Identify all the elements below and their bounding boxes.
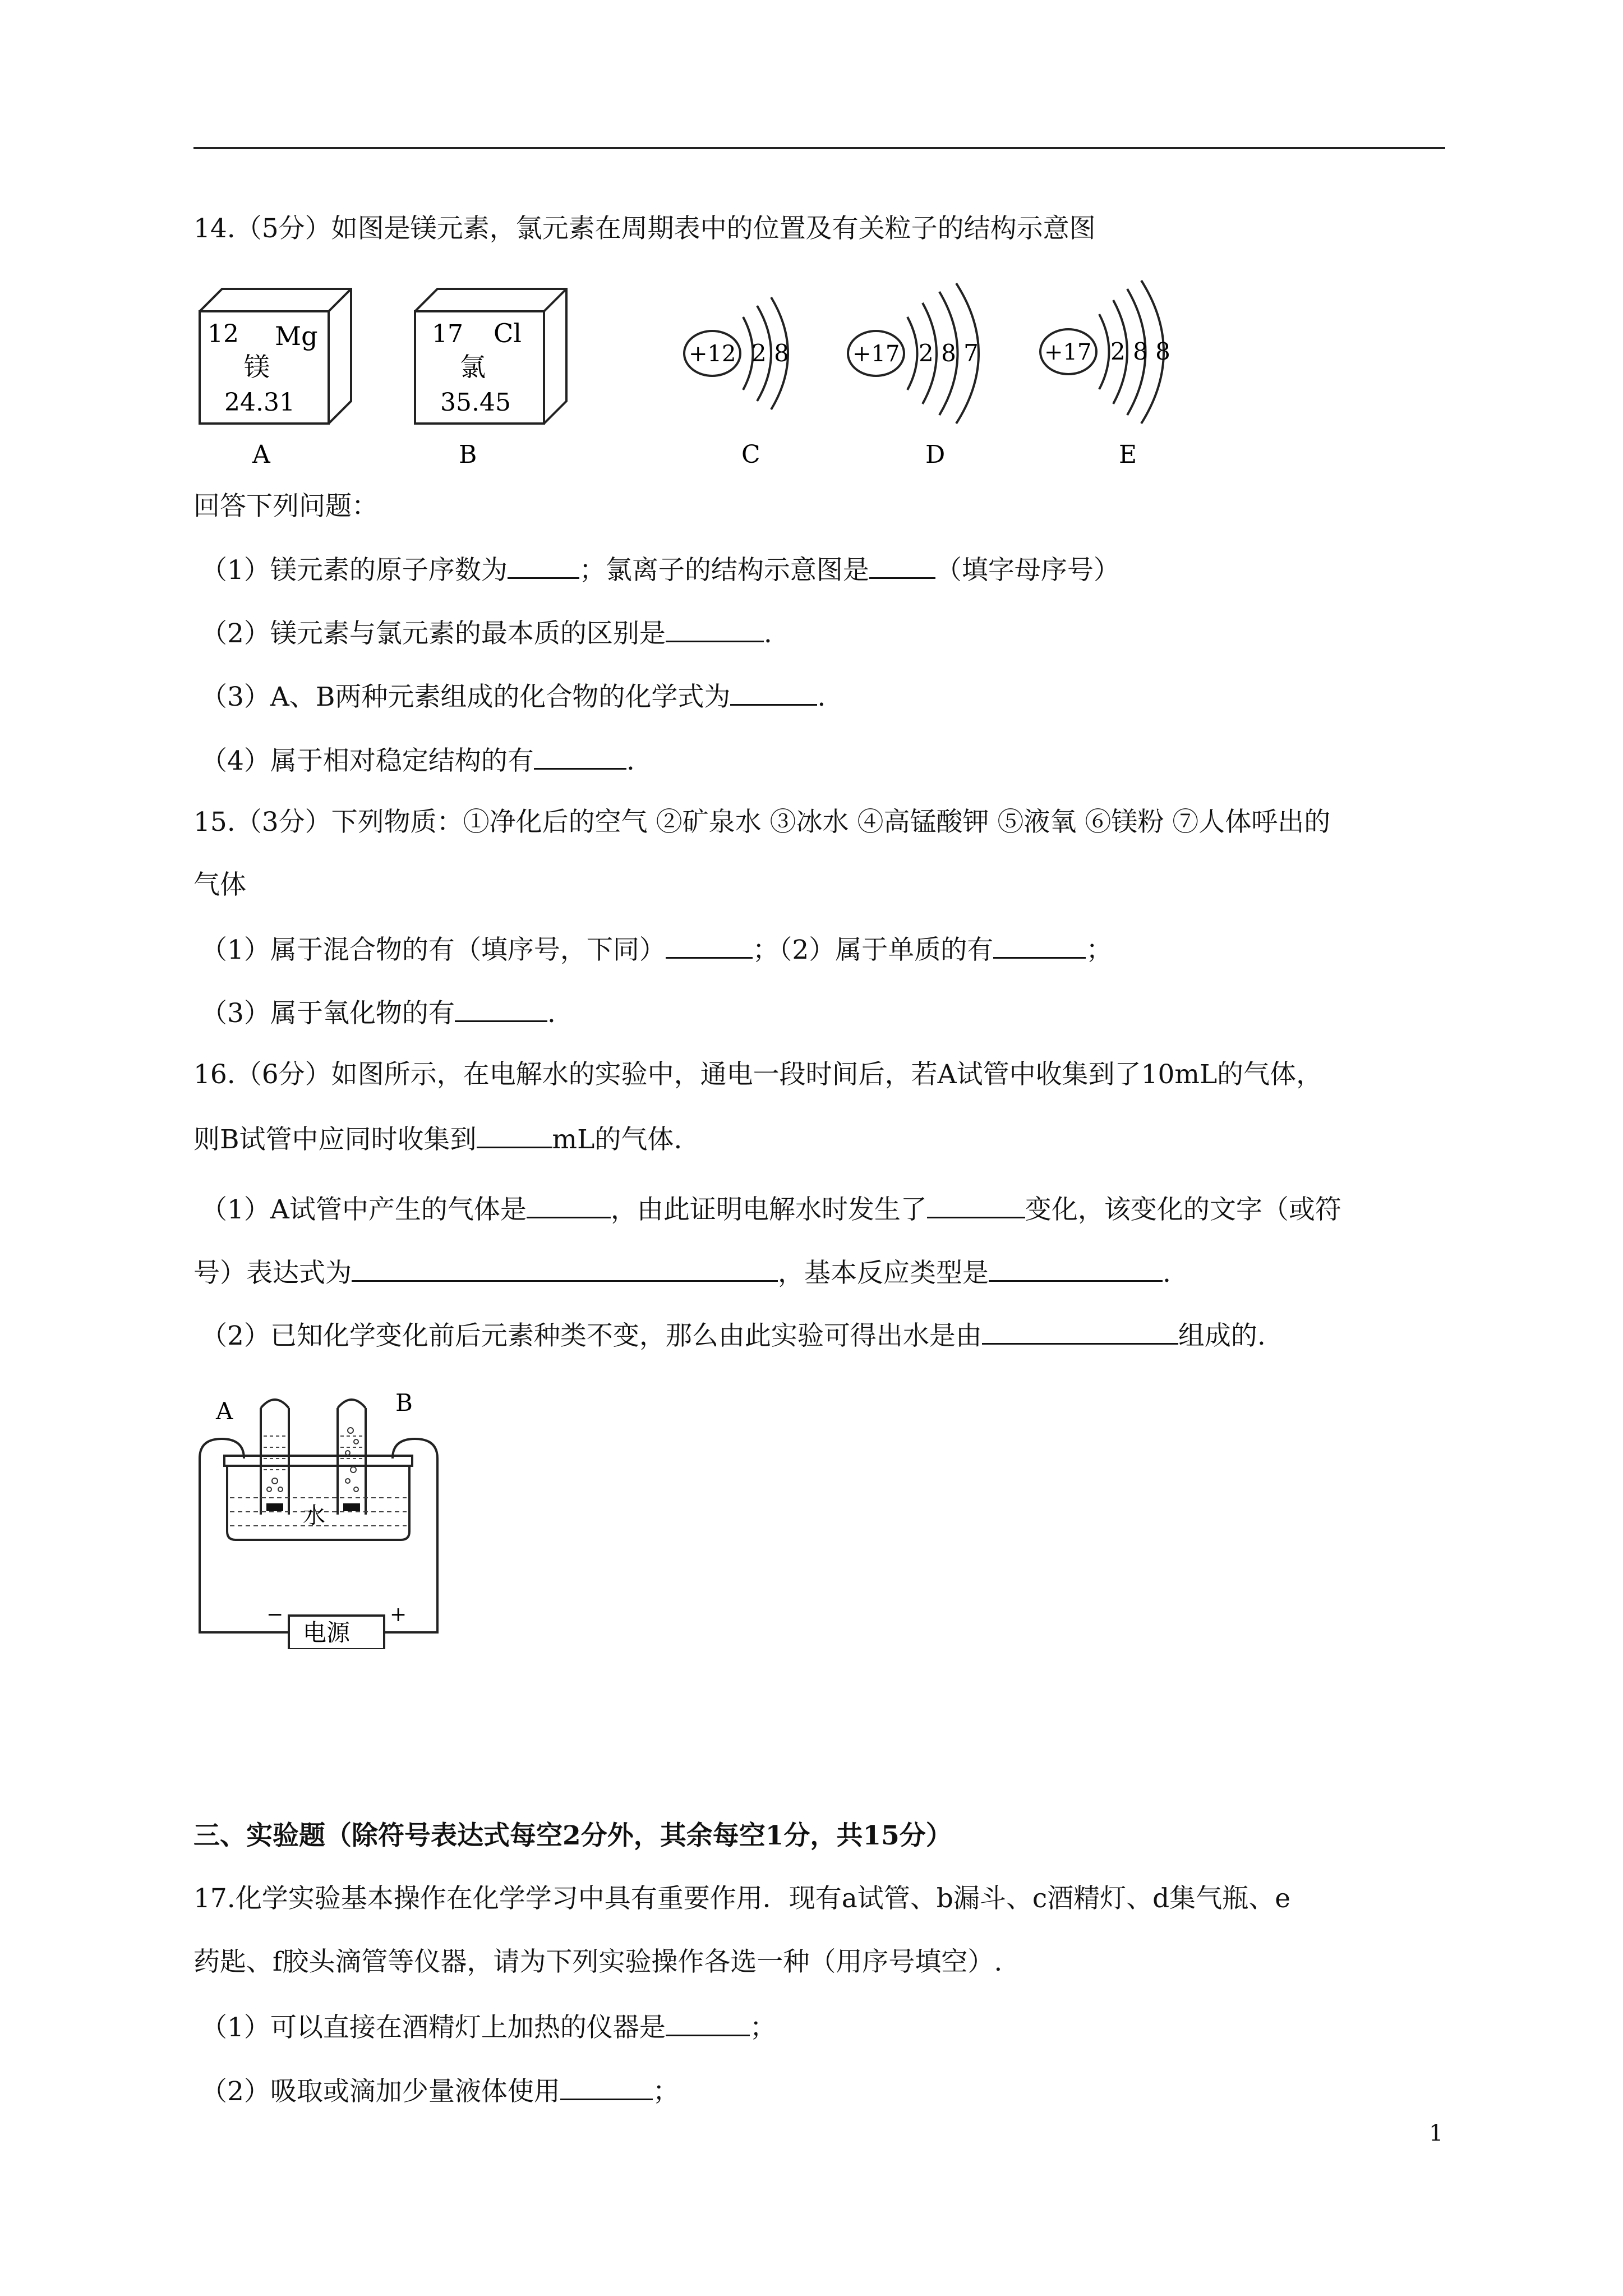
q15-part3: （3）属于氧化物的有 . (201, 996, 556, 1029)
electrolysis-figure (191, 1386, 454, 1649)
water-label: 水 (303, 1503, 325, 1529)
mg-name: 镁 (244, 352, 270, 382)
q14-part1: （1）镁元素的原子序数为 ；氯离子的结构示意图是 （填字母序号） (201, 553, 1120, 586)
answer-blank[interactable] (666, 616, 764, 642)
header-rule (193, 147, 1445, 149)
label-e: E (1119, 440, 1137, 469)
answer-blank[interactable] (527, 1192, 611, 1218)
q14-part4: （4）属于相对稳定结构的有 . (201, 743, 635, 777)
q16-part1-a: （1）A试管中产生的气体是 ，由此证明电解水时发生了 变化，该变化的文字（或符 (201, 1192, 1341, 1226)
answer-blank[interactable] (730, 679, 817, 706)
answer-blank[interactable] (666, 2010, 750, 2036)
tube-b-label: B (395, 1389, 413, 1416)
label-a: A (252, 440, 270, 469)
q14-part3: （3）A、B两种元素组成的化合物的化学式为 . (201, 679, 826, 713)
mg-mass: 24.31 (224, 388, 295, 417)
label-d: D (925, 440, 946, 469)
answer-blank[interactable] (982, 1318, 1178, 1345)
answer-blank[interactable] (560, 2074, 653, 2100)
q15-title-line1: 15.（3分）下列物质：①净化后的空气 ②矿泉水 ③冰水 ④高锰酸钾 ⑤液氧 ⑥镁粉 ⑦人体呼出的 (193, 807, 1331, 838)
q16-part2: （2）已知化学变化前后元素种类不变，那么由此实验可得出水是由 组成的. (201, 1318, 1266, 1352)
power-label: 电源 (303, 1619, 351, 1646)
answer-blank[interactable] (455, 996, 547, 1022)
answer-blank[interactable] (508, 553, 579, 579)
answer-blank[interactable] (352, 1255, 778, 1282)
answer-blank[interactable] (666, 932, 753, 959)
atom-e-shells: 2 8 8 (1110, 338, 1170, 365)
q17-part1: （1）可以直接在酒精灯上加热的仪器是 ； (201, 2010, 776, 2044)
answer-blank[interactable] (477, 1122, 552, 1148)
q14-title: 14.（5分）如图是镁元素，氯元素在周期表中的位置及有关粒子的结构示意图 (193, 213, 1096, 244)
q14-part2: （2）镁元素与氯元素的最本质的区别是 . (201, 616, 772, 650)
answer-blank[interactable] (869, 553, 935, 579)
q16-line1: 16.（6分）如图所示，在电解水的实验中，通电一段时间后，若A试管中收集到了10mL的气体， (193, 1059, 1323, 1090)
q17-line1: 17.化学实验基本操作在化学学习中具有重要作用．现有a试管、b漏斗、c酒精灯、d集气瓶、e (193, 1883, 1291, 1914)
atom-d-shells: 2 8 7 (919, 339, 979, 367)
answer-blank[interactable] (993, 932, 1086, 959)
q14-prompt: 回答下列问题： (193, 491, 378, 522)
atom-c-shells: 2 8 (751, 339, 789, 367)
section3-heading: 三、实验题（除符号表达式每空2分外，其余每空1分，共15分） (193, 1820, 952, 1851)
minus-label: − (266, 1603, 284, 1626)
tube-a-label: A (216, 1397, 233, 1425)
plus-label: + (390, 1603, 407, 1626)
cl-mass: 35.45 (440, 388, 511, 417)
label-b: B (459, 440, 477, 469)
mg-symbol: Mg (275, 321, 318, 351)
answer-blank[interactable] (989, 1255, 1163, 1282)
q14-figure (191, 264, 1200, 477)
atom-c-nucleus: +12 (689, 341, 736, 367)
answer-blank[interactable] (927, 1192, 1025, 1218)
q16-line2: 则B试管中应同时收集到 mL的气体. (193, 1122, 682, 1156)
cl-name: 氯 (460, 352, 486, 382)
q17-part2: （2）吸取或滴加少量液体使用 ； (201, 2074, 679, 2108)
atom-d-nucleus: +17 (852, 341, 900, 367)
q17-line2: 药匙、f胶头滴管等仪器，请为下列实验操作各选一种（用序号填空）. (193, 1947, 1003, 1977)
q16-part1-b: 号）表达式为 ，基本反应类型是 . (193, 1255, 1171, 1289)
page-number: 1 (1429, 2120, 1444, 2146)
answer-blank[interactable] (534, 743, 626, 770)
q15-title-line2: 气体 (193, 869, 246, 900)
cl-number: 17 (432, 320, 463, 348)
q15-part1-2: （1）属于混合物的有（填序号，下同） ；（2）属于单质的有 ； (201, 932, 1112, 966)
atom-e-nucleus: +17 (1044, 339, 1092, 365)
cl-symbol: Cl (494, 318, 522, 348)
label-c: C (741, 440, 760, 469)
mg-number: 12 (208, 320, 239, 348)
